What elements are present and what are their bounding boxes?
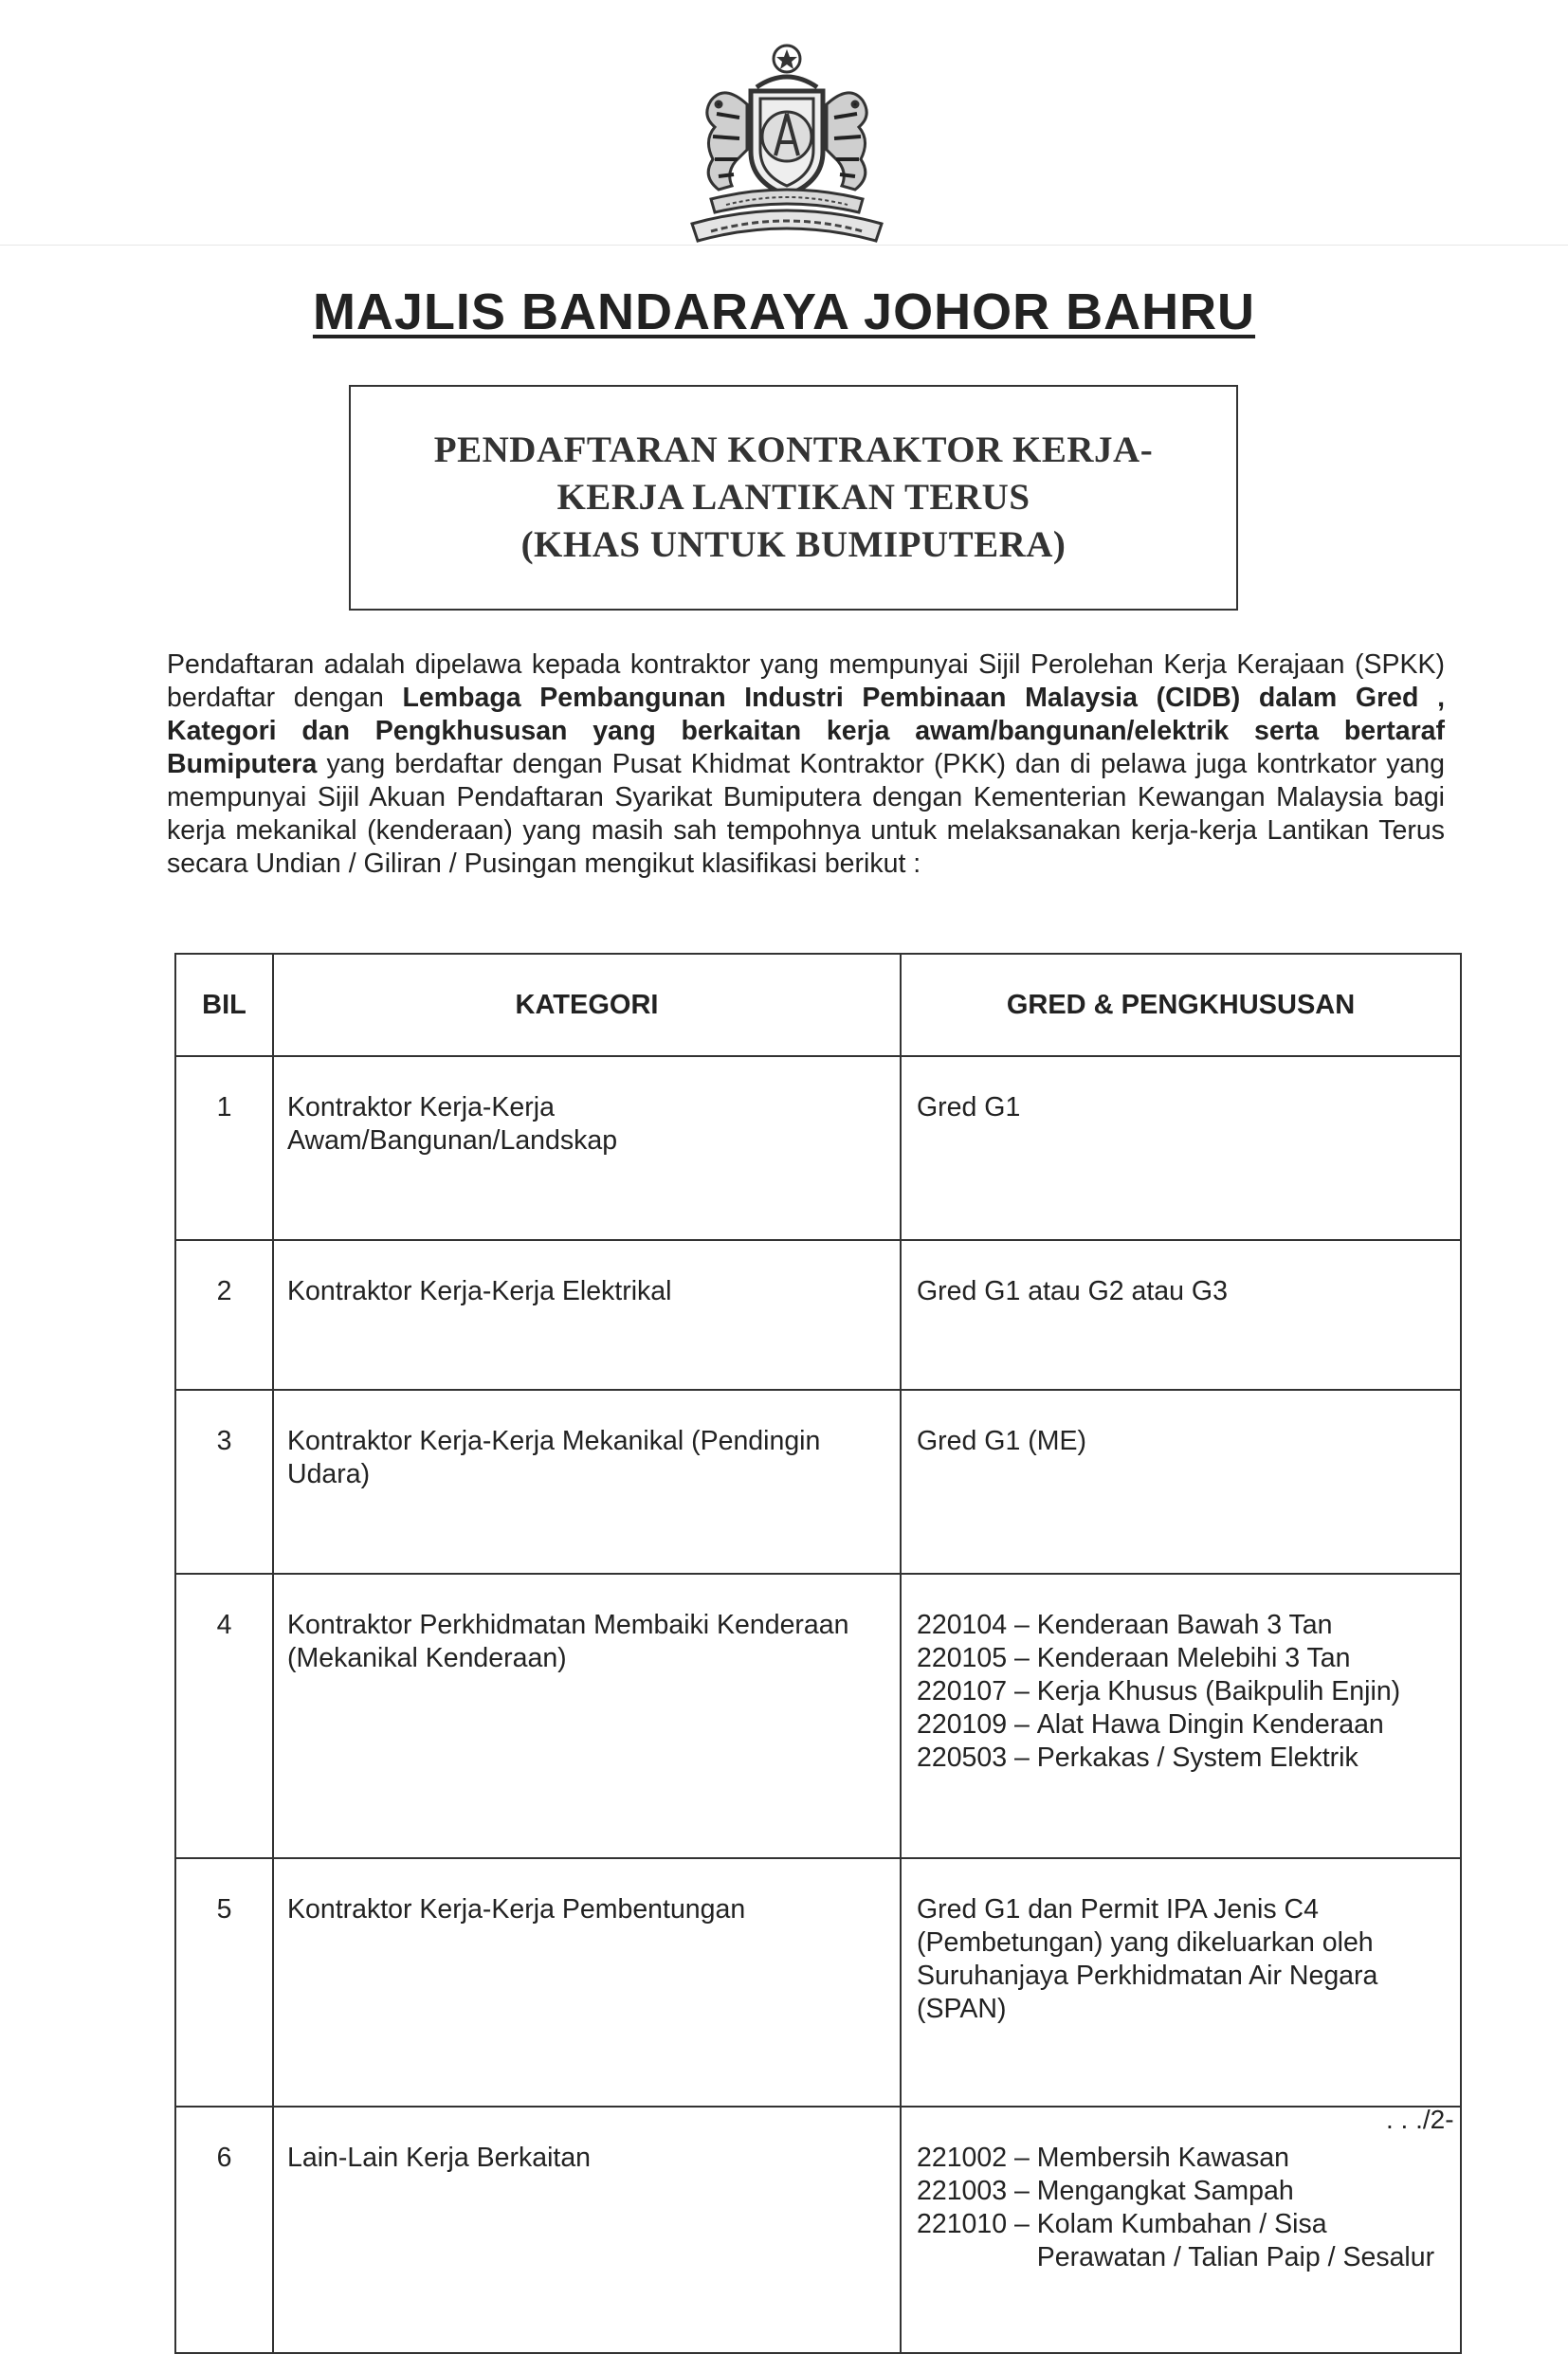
specialization-desc: Perkakas / System Elektrik [1036,1743,1358,1773]
specialization-desc: Alat Hawa Dingin Kenderaan [1036,1709,1384,1740]
specialization-desc: Membersih Kawasan [1036,2143,1289,2173]
specialization-code: 221003 – [917,2176,1037,2206]
specialization-line [917,1642,1447,1675]
row-kategori: Kontraktor Kerja-Kerja Pembentungan [273,1858,901,2107]
specialization-line [917,2142,1447,2175]
row-kategori: Kontraktor Kerja-Kerja Elektrikal [273,1240,901,1390]
specialization-desc: Kerja Khusus (Baikpulih Enjin) [1036,1676,1401,1706]
row-number: 3 [175,1390,273,1574]
table-row [175,2107,1461,2353]
specialization-desc: Kenderaan Melebihi 3 Tan [1036,1643,1351,1673]
row-kategori: Kontraktor Kerja-Kerja Awam/Bangunan/Landskap [273,1056,901,1240]
header-gred: GRED & PENGKHUSUSAN [901,954,1461,1056]
table-row [175,1240,1461,1390]
specialization-line [917,1675,1447,1708]
specialization-line [917,1609,1447,1642]
row-gred [901,2107,1461,2353]
row-number: 2 [175,1240,273,1390]
next-page-marker: . . ./2- [1386,2105,1454,2134]
table-row [175,1574,1461,1858]
row-number: 6 [175,2107,273,2353]
row-gred: Gred G1 atau G2 atau G3 [901,1240,1461,1390]
row-kategori: Lain-Lain Kerja Berkaitan [273,2107,901,2353]
specialization-code: 220104 – [917,1610,1037,1640]
table-row [175,1056,1461,1240]
specialization-desc: Kolam Kumbahan / Sisa Perawatan / Talian Paip / Sesalur [1036,2209,1435,2272]
row-gred [901,1574,1461,1858]
specialization-code: 220109 – [917,1709,1037,1740]
intro-paragraph [167,648,1445,881]
specialization-line [917,1742,1447,1775]
specialization-code: 221002 – [917,2143,1037,2173]
row-kategori: Kontraktor Perkhidmatan Membaiki Kenderaan (Mekanikal Kenderaan) [273,1574,901,1858]
row-gred: Gred G1 [901,1056,1461,1240]
table-row [175,1858,1461,2107]
header-kategori: KATEGORI [273,954,901,1056]
specialization-line [917,2208,1447,2274]
row-number: 4 [175,1574,273,1858]
specialization-code: 221010 – [917,2209,1037,2239]
intro-bold-text: Lembaga Pembangunan Industri Pembinaan Malaysia (CIDB) dalam Gred , Kategori dan Pengkhususan yang berkaitan kerja awam/bangunan/elektrik serta bertaraf Bumiputera [167,683,1445,779]
header-bil: BIL [175,954,273,1056]
document-title-box [349,385,1238,611]
specialization-line [917,1708,1447,1742]
table-header-row [175,954,1461,1056]
document-title-line: KERJA LANTIKAN TERUS [556,477,1030,518]
specialization-code: 220503 – [917,1743,1037,1773]
row-gred: Gred G1 dan Permit IPA Jenis C4 (Pembetungan) yang dikeluarkan oleh Suruhanjaya Perkhidmatan Air Negara (SPAN) [901,1858,1461,2107]
city-council-crest-logo [673,38,901,254]
row-kategori: Kontraktor Kerja-Kerja Mekanikal (Pendingin Udara) [273,1390,901,1574]
specialization-desc: Mengangkat Sampah [1036,2176,1294,2206]
specialization-line [917,2175,1447,2208]
intro-text: Pendaftaran adalah dipelawa kepada kontraktor yang mempunyai Sijil Perolehan Kerja Kerajaan (SPKK) berdaftar dengan [167,649,1445,713]
row-gred: Gred G1 (ME) [901,1390,1461,1574]
table-row [175,1390,1461,1574]
row-number: 5 [175,1858,273,2107]
document-title-line: (KHAS UNTUK BUMIPUTERA) [520,524,1067,565]
specialization-code: 220107 – [917,1676,1037,1706]
classification-table [174,953,1462,2354]
document-title-line: PENDAFTARAN KONTRAKTOR KERJA- [433,429,1154,470]
specialization-code: 220105 – [917,1643,1037,1673]
intro-text: yang berdaftar dengan Pusat Khidmat Kontraktor (PKK) dan di pelawa juga kontrkator yang mempunyai Sijil Akuan Pendaftaran Syarikat Bumiputera dengan Kementerian Kewangan Malaysia bagi kerja mekanikal (kenderaan) yang masih sah tempohnya untuk melaksanakan kerja-kerja Lantikan Terus secara Undian / Giliran / Pusingan mengikut klasifikasi berikut : [167,749,1445,879]
row-number: 1 [175,1056,273,1240]
organization-name: MAJLIS BANDARAYA JOHOR BAHRU [312,283,1256,340]
specialization-desc: Kenderaan Bawah 3 Tan [1036,1610,1333,1640]
